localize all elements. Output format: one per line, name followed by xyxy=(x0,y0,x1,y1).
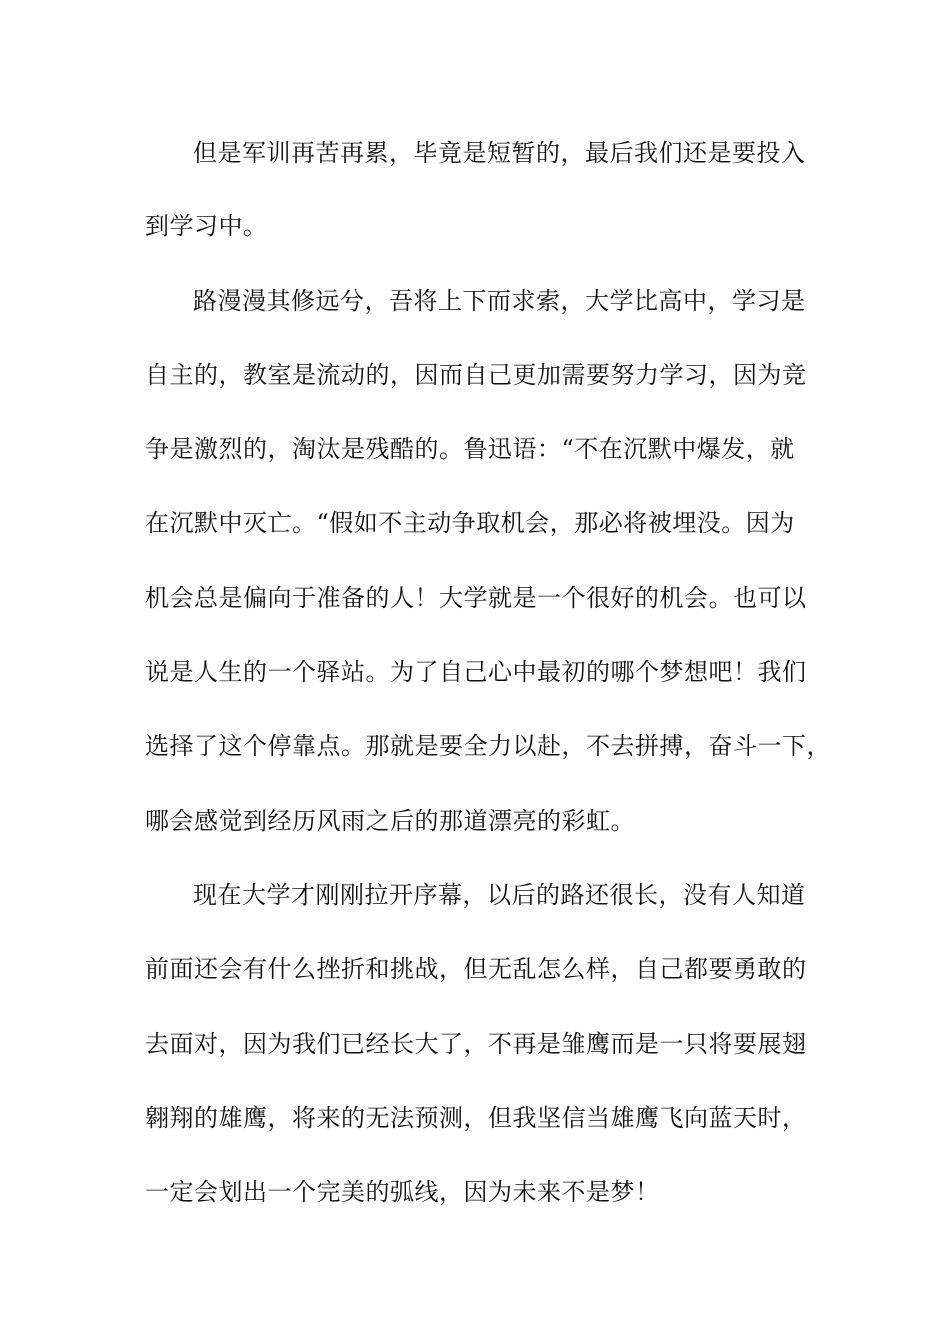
paragraph-2-line-2: 自主的，教室是流动的，因而自己更加需要努力学习，因为竞 xyxy=(145,361,807,389)
paragraph-2-line-1: 路漫漫其修远兮，吾将上下而求索，大学比高中，学习是 xyxy=(193,287,806,315)
paragraph-2-line-7: 选择了这个停靠点。那就是要全力以赴，不去拼搏，奋斗一下， xyxy=(145,732,831,760)
paragraph-1-line-2: 到学习中。 xyxy=(145,212,268,240)
paragraph-3-line-5: 一定会划出一个完美的弧线，因为未来不是梦！ xyxy=(145,1178,660,1206)
paragraph-3-line-3: 去面对，因为我们已经长大了，不再是雏鹰而是一只将要展翅 xyxy=(145,1030,807,1058)
paragraph-3-line-1: 现在大学才刚刚拉开序幕，以后的路还很长，没有人知道 xyxy=(193,881,806,909)
paragraph-3-line-4: 翱翔的雄鹰，将来的无法预测，但我坚信当雄鹰飞向蓝天时， xyxy=(145,1104,807,1132)
paragraph-2-line-8: 哪会感觉到经历风雨之后的那道漂亮的彩虹。 xyxy=(145,807,635,835)
paragraph-1-line-1: 但是军训再苦再累，毕竟是短暂的，最后我们还是要投入 xyxy=(193,139,806,167)
paragraph-2-line-4: 在沉默中灭亡。“假如不主动争取机会，那必将被埋没。因为 xyxy=(145,509,795,537)
paragraph-2-line-5: 机会总是偏向于准备的人！大学就是一个很好的机会。也可以 xyxy=(145,584,807,612)
paragraph-2-line-6: 说是人生的一个驿站。为了自己心中最初的哪个梦想吧！我们 xyxy=(145,658,807,686)
paragraph-2-line-3: 争是激烈的，淘汰是残酷的。鲁迅语：“不在沉默中爆发，就 xyxy=(145,435,795,463)
paragraph-3-line-2: 前面还会有什么挫折和挑战，但无乱怎么样，自己都要勇敢的 xyxy=(145,955,807,983)
